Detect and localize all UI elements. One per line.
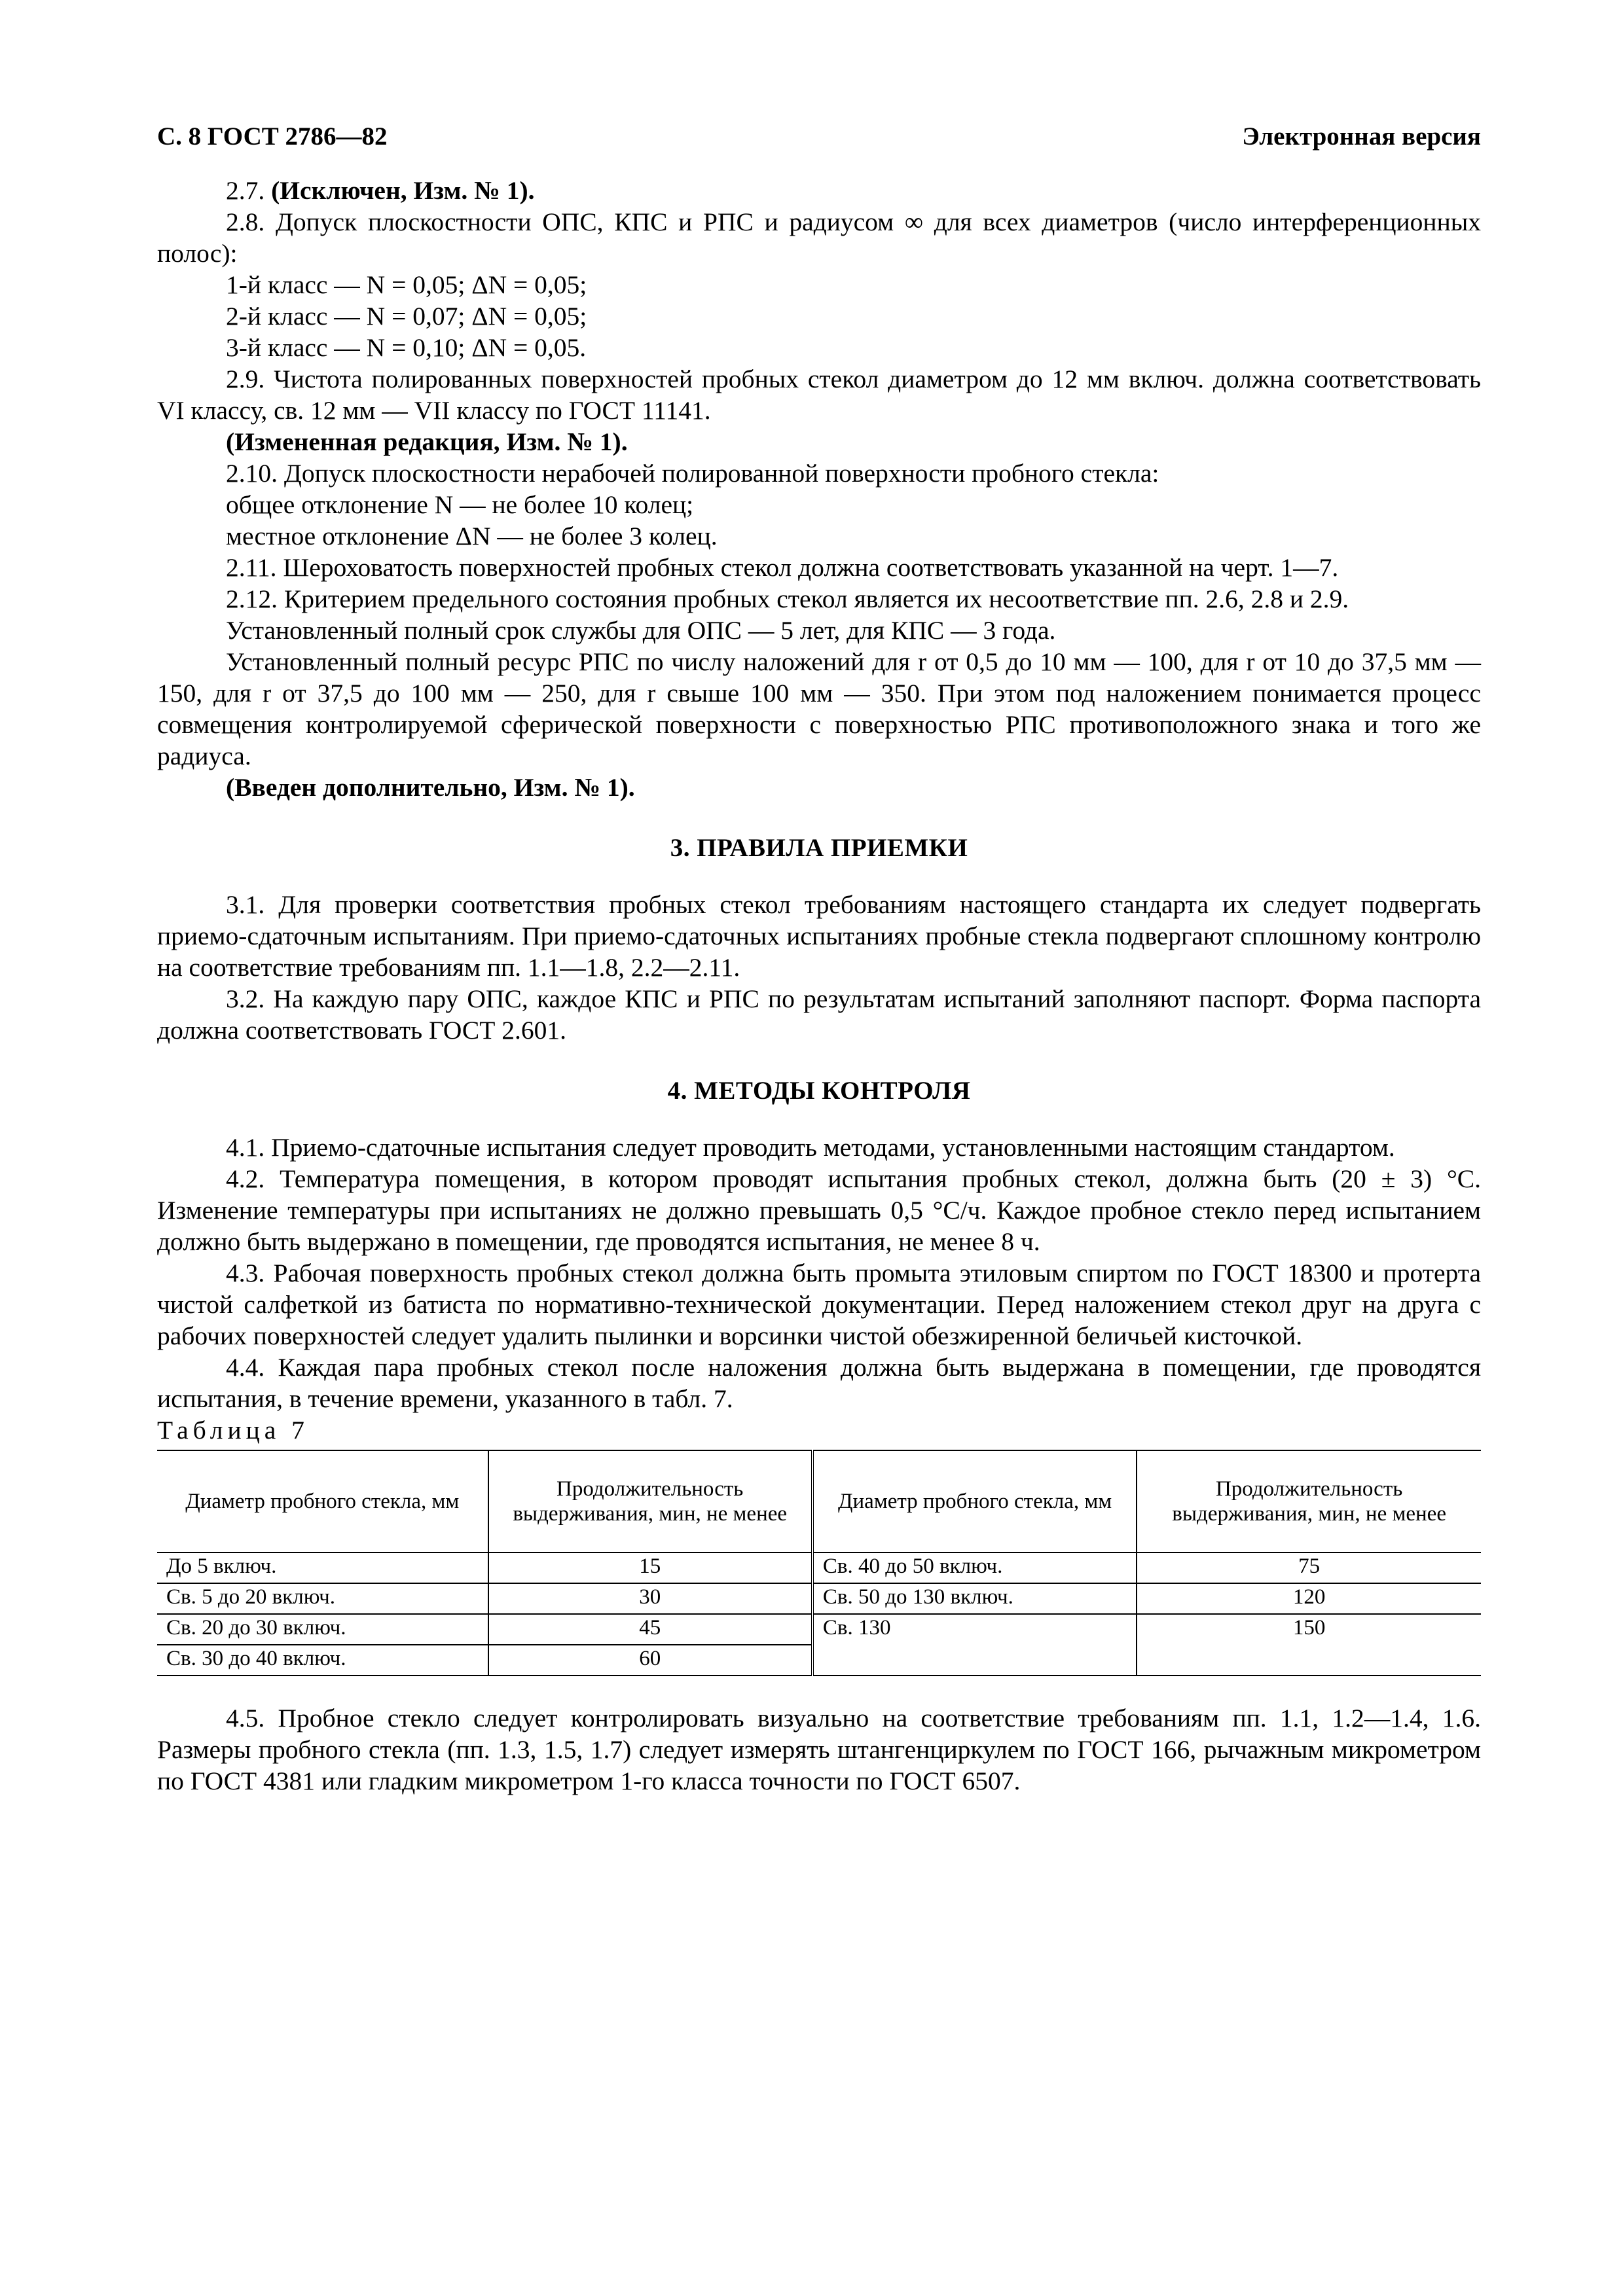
section-3-title: 3. ПРАВИЛА ПРИЕМКИ — [670, 834, 968, 862]
cell-diameter: Св. 20 до 30 включ. — [157, 1614, 488, 1645]
table-7 — [157, 1450, 1481, 1676]
service-resource: Установленный полный ресурс РПС по числу наложений для r от 0,5 до 10 мм — 100, для r от 10 до 37,5 мм — 150, для r от 37,5 до 100 мм — 250, для r свыше 100 мм — 350. При этом под наложением понимается процесс совмещения контролируемой сферической поверхности с поверхностью РПС противоположного знака и того же радиуса. — [157, 647, 1481, 770]
cell-diameter: Св. 130 — [812, 1614, 1137, 1645]
deviation-line-1: общее отклонение N — не более 10 колец; — [226, 490, 694, 519]
section-4-title: 4. МЕТОДЫ КОНТРОЛЯ — [667, 1077, 971, 1105]
cell-duration: 15 — [488, 1552, 812, 1583]
header-right: Электронная версия — [1242, 122, 1481, 151]
amendment-note-2-9: (Измененная редакция, Изм. № 1). — [226, 427, 628, 456]
col-diameter-right: Диаметр пробного стекла, мм — [812, 1450, 1137, 1552]
table-row — [157, 1614, 1481, 1645]
clause-3-2: 3.2. На каждую пару ОПС, каждое КПС и РПС по результатам испытаний заполняют паспорт. Форма паспорта должна соответствовать ГОСТ 2.601. — [157, 984, 1481, 1045]
clause-4-5: 4.5. Пробное стекло следует контролировать визуально на соответствие требованиям пп. 1.1, 1.2—1.4, 1.6. Размеры пробного стекла (пп. 1.3, 1.5, 1.7) следует измерять штангенциркулем по ГОСТ 166, рычажным микрометром по ГОСТ 4381 или гладким микрометром 1-го класса точности по ГОСТ 6507. — [157, 1704, 1481, 1795]
cell-duration: 30 — [488, 1583, 812, 1614]
cell-duration: 60 — [488, 1645, 812, 1676]
table-header-row — [157, 1450, 1481, 1552]
page-content — [157, 121, 1481, 1797]
class-line-1: 1-й класс — N = 0,05; ΔN = 0,05; — [226, 270, 587, 299]
clause-2-10: 2.10. Допуск плоскостности нерабочей полированной поверхности пробного стекла: — [226, 459, 1159, 488]
clause-4-3: 4.3. Рабочая поверхность пробных стекол должна быть промыта этиловым спиртом по ГОСТ 18300 и протерта чистой салфеткой из батиста по нормативно-технической документации. Перед наложением стекол друг на друга с рабочих поверхностей следует удалить пылинки и ворсинки чистой обезжиренной беличьей кисточкой. — [157, 1259, 1481, 1350]
class-line-3: 3-й класс — N = 0,10; ΔN = 0,05. — [226, 333, 587, 362]
header-left: С. 8 ГОСТ 2786—82 — [157, 122, 388, 151]
clause-4-1: 4.1. Приемо-сдаточные испытания следует проводить методами, установленными настоящим стандартом. — [226, 1133, 1395, 1162]
cell-diameter: Св. 5 до 20 включ. — [157, 1583, 488, 1614]
amendment-note-2-12: (Введен дополнительно, Изм. № 1). — [226, 773, 635, 802]
cell-diameter: Св. 30 до 40 включ. — [157, 1645, 488, 1676]
cell-duration: 150 — [1292, 1616, 1326, 1640]
clause-2-11: 2.11. Шероховатость поверхностей пробных стекол должна соответствовать указанной на черт. 1—7. — [226, 553, 1339, 582]
cell-duration: 120 — [1137, 1583, 1481, 1614]
class-line-2: 2-й класс — N = 0,07; ΔN = 0,05; — [226, 302, 587, 331]
cell-duration — [1137, 1645, 1481, 1676]
deviation-line-2: местное отклонение ΔN — не более 3 колец. — [226, 522, 718, 550]
clause-2-12: 2.12. Критерием предельного состояния пробных стекол является их несоответствие пп. 2.6, 2.8 и 2.9. — [226, 584, 1349, 613]
service-life: Установленный полный срок службы для ОПС — 5 лет, для КПС — 3 года. — [226, 616, 1056, 645]
clause-3-1: 3.1. Для проверки соответствия пробных стекол требованиям настоящего стандарта их следует подвергать приемо-сдаточным испытаниям. При приемо-сдаточных испытаниях пробные стекла подвергают сплошному контролю на соответствие требованиям пп. 1.1—1.8, 2.2—2.11. — [157, 890, 1481, 982]
cell-diameter — [812, 1645, 1137, 1676]
clause-2-9: 2.9. Чистота полированных поверхностей пробных стекол диаметром до 12 мм включ. должна соответствовать VI классу, св. 12 мм — VII классу по ГОСТ 11141. — [157, 365, 1481, 425]
col-diameter-left: Диаметр пробного стекла, мм — [157, 1450, 488, 1552]
cell-duration: 45 — [488, 1614, 812, 1645]
col-duration-left: Продолжительность выдерживания, мин, не менее — [488, 1450, 812, 1552]
page-header — [157, 121, 1481, 152]
table-row — [157, 1645, 1481, 1676]
clause-4-4: 4.4. Каждая пара пробных стекол после наложения должна быть выдержана в помещении, где проводятся испытания, в течение времени, указанного в табл. 7. — [157, 1353, 1481, 1413]
cell-diameter: Св. 40 до 50 включ. — [812, 1552, 1137, 1583]
cell-duration: 75 — [1137, 1552, 1481, 1583]
table-caption: Таблица 7 — [157, 1416, 309, 1444]
table-row — [157, 1583, 1481, 1614]
clause-4-2: 4.2. Температура помещения, в котором проводят испытания пробных стекол, должна быть (20 ± 3) °С. Изменение температуры при испытаниях не должно превышать 0,5 °С/ч. Каждое пробное стекло перед испытанием должно быть выдержано в помещении, где проводятся испытания, не менее 8 ч. — [157, 1164, 1481, 1256]
cell-diameter: Св. 50 до 130 включ. — [812, 1583, 1137, 1614]
clause-2-7: 2.7. (Исключен, Изм. № 1). — [226, 176, 535, 205]
clause-2-8: 2.8. Допуск плоскостности ОПС, КПС и РПС и радиусом ∞ для всех диаметров (число интерференционных полос): — [157, 207, 1481, 268]
cell-diameter: До 5 включ. — [157, 1552, 488, 1583]
col-duration-right: Продолжительность выдерживания, мин, не менее — [1137, 1450, 1481, 1552]
table-row — [157, 1552, 1481, 1583]
